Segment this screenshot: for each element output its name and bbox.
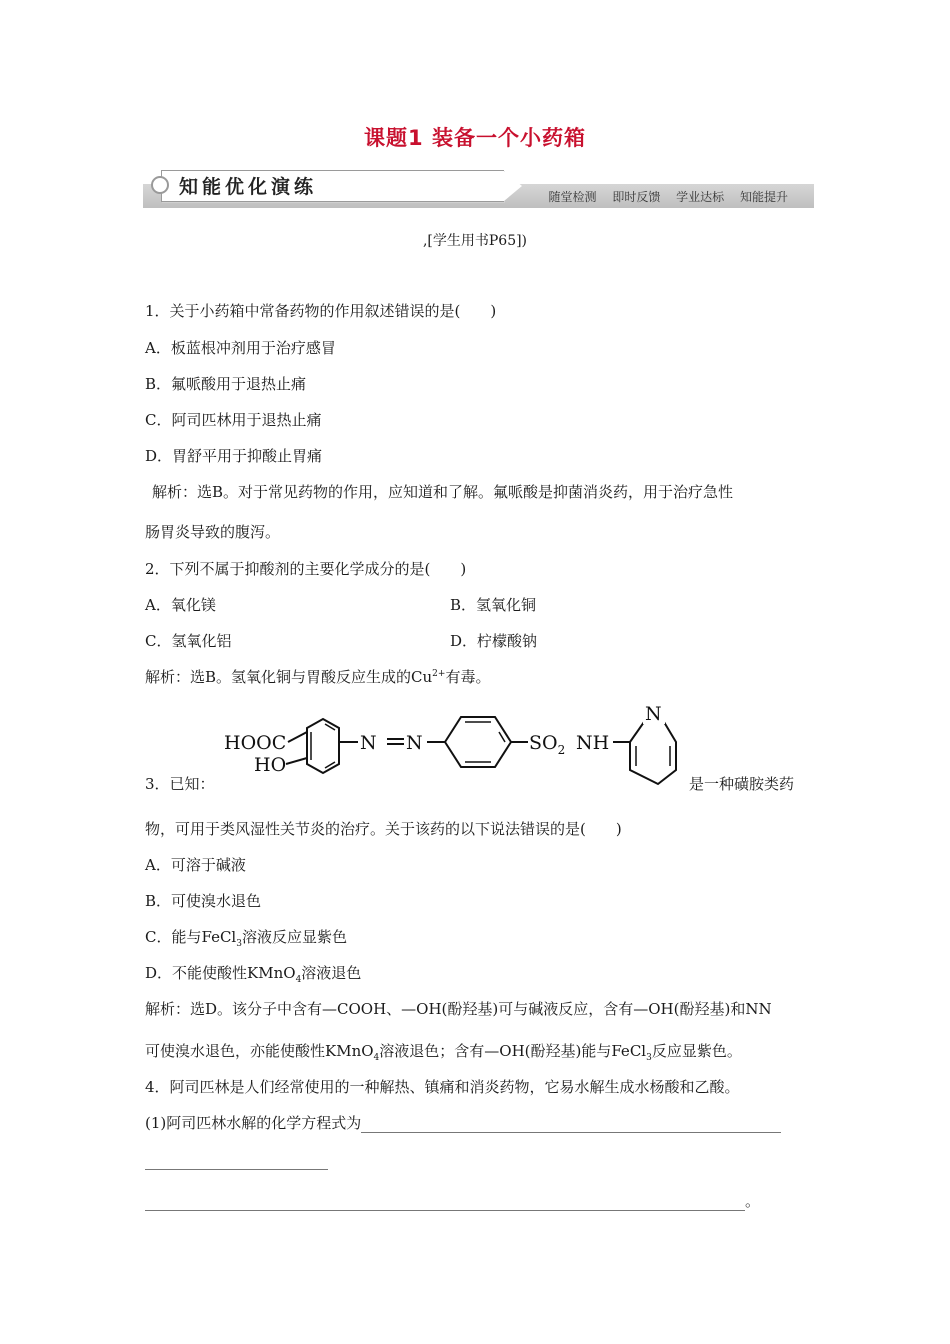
- q2-analysis-pre: 解析：选B。氢氧化铜与胃酸反应生成的Cu: [145, 668, 433, 686]
- q4-answer-blank-3[interactable]: [145, 1196, 745, 1211]
- q3-c-post: 溶液反应显紫色: [241, 928, 347, 946]
- banner-circle-icon: [151, 176, 169, 194]
- q4-end-mark: 。: [745, 1192, 761, 1210]
- q3-stem-2: 物，可用于类风湿性关节炎的治疗。关于该药的以下说法错误的是( ): [145, 820, 622, 838]
- hooc-label: HOOC: [224, 732, 287, 754]
- q2-analysis: [145, 666, 490, 687]
- q3-c-pre: C．能与FeCl: [145, 928, 237, 946]
- page-title: 课题1 装备一个小药箱: [364, 126, 586, 150]
- nh-label: NH: [576, 732, 610, 754]
- svg-text:SO2: [529, 732, 565, 757]
- chemical-structure: [220, 700, 690, 792]
- q4-answer-blank-2[interactable]: [145, 1155, 328, 1170]
- q2-option-c: C．氢氧化铝: [145, 632, 232, 650]
- q2-option-a: A．氧化镁: [145, 596, 216, 614]
- q1-option-b: B．氟哌酸用于退热止痛: [145, 375, 307, 393]
- benzene-ring-1: [307, 719, 339, 773]
- q3-option-d: [145, 962, 361, 985]
- q1-stem: 1．关于小药箱中常备药物的作用叙述错误的是( ): [145, 302, 497, 320]
- q3-an2-pre: 可使溴水退色，亦能使酸性KMnO: [145, 1042, 374, 1060]
- q3-option-c: [145, 926, 347, 949]
- q4-sub1: [145, 1112, 781, 1133]
- q2-option-d: D．柠檬酸钠: [450, 632, 538, 650]
- q3-option-b: B．可使溴水退色: [145, 892, 262, 910]
- q4-answer-line-2: [145, 1152, 328, 1170]
- q2-option-b: B．氢氧化铜: [450, 596, 537, 614]
- q2-stem: 2．下列不属于抑酸剂的主要化学成分的是( ): [145, 560, 467, 578]
- q2-analysis-sup: 2+: [432, 669, 446, 679]
- q1-analysis-1: 解析：选B。对于常见药物的作用，应知道和了解。氟哌酸是抑菌消炎药，用于治疗急性: [152, 483, 734, 501]
- q3-analysis-2: [145, 1040, 742, 1063]
- banner-links: 随堂检测 即时反馈 学业达标 知能提升: [548, 190, 788, 204]
- so2-label: SO: [529, 732, 558, 754]
- q4-answer-blank-1[interactable]: [361, 1118, 781, 1133]
- section-banner: [143, 170, 814, 208]
- benzene-ring-2: [445, 717, 511, 767]
- n1-label: N: [360, 732, 377, 754]
- pyridine-ring: [630, 722, 676, 784]
- q3-an2-sub2: 3: [646, 1053, 652, 1063]
- ho-label: HO: [254, 754, 287, 776]
- q3-lead: 3．已知：: [145, 775, 215, 793]
- q1-option-c: C．阿司匹林用于退热止痛: [145, 411, 322, 429]
- q3-c-sub: 3: [236, 939, 242, 949]
- banner-tag-text: 知能优化演练: [179, 176, 318, 198]
- q4-answer-line-3: [145, 1190, 760, 1211]
- q3-d-post: 溶液退色: [301, 964, 362, 982]
- q4-stem: 4．阿司匹林是人们经常使用的一种解热、镇痛和消炎药物，它易水解生成水杨酸和乙酸。: [145, 1078, 740, 1096]
- q3-option-a: A．可溶于碱液: [145, 856, 246, 874]
- q1-option-d: D．胃舒平用于抑酸止胃痛: [145, 447, 323, 465]
- q3-an2-mid: 溶液退色；含有—OH(酚羟基)能与FeCl: [379, 1042, 647, 1060]
- q3-d-pre: D．不能使酸性KMnO: [145, 964, 296, 982]
- q3-tail: 是一种磺胺类药: [689, 775, 795, 793]
- q3-an2-post: 反应显紫色。: [651, 1042, 742, 1060]
- q3-an2-sub1: 4: [373, 1053, 380, 1063]
- q1-option-a: A．板蓝根冲剂用于治疗感冒: [145, 339, 336, 357]
- n2-label: N: [406, 732, 423, 754]
- q3-d-sub: 4: [295, 975, 302, 985]
- q2-analysis-post: 有毒。: [445, 668, 491, 686]
- q4-sub1-text: (1)阿司匹林水解的化学方程式为: [145, 1114, 362, 1132]
- q1-analysis-2: 肠胃炎导致的腹泻。: [145, 523, 281, 541]
- q3-analysis-1: 解析：选D。该分子中含有—COOH、—OH(酚羟基)可与碱液反应，含有—OH(酚羟基)和NN: [145, 1000, 772, 1018]
- so2-sub: 2: [557, 743, 566, 757]
- pyridine-n-label: N: [645, 703, 662, 725]
- source-note: ,[学生用书P65]): [422, 233, 528, 249]
